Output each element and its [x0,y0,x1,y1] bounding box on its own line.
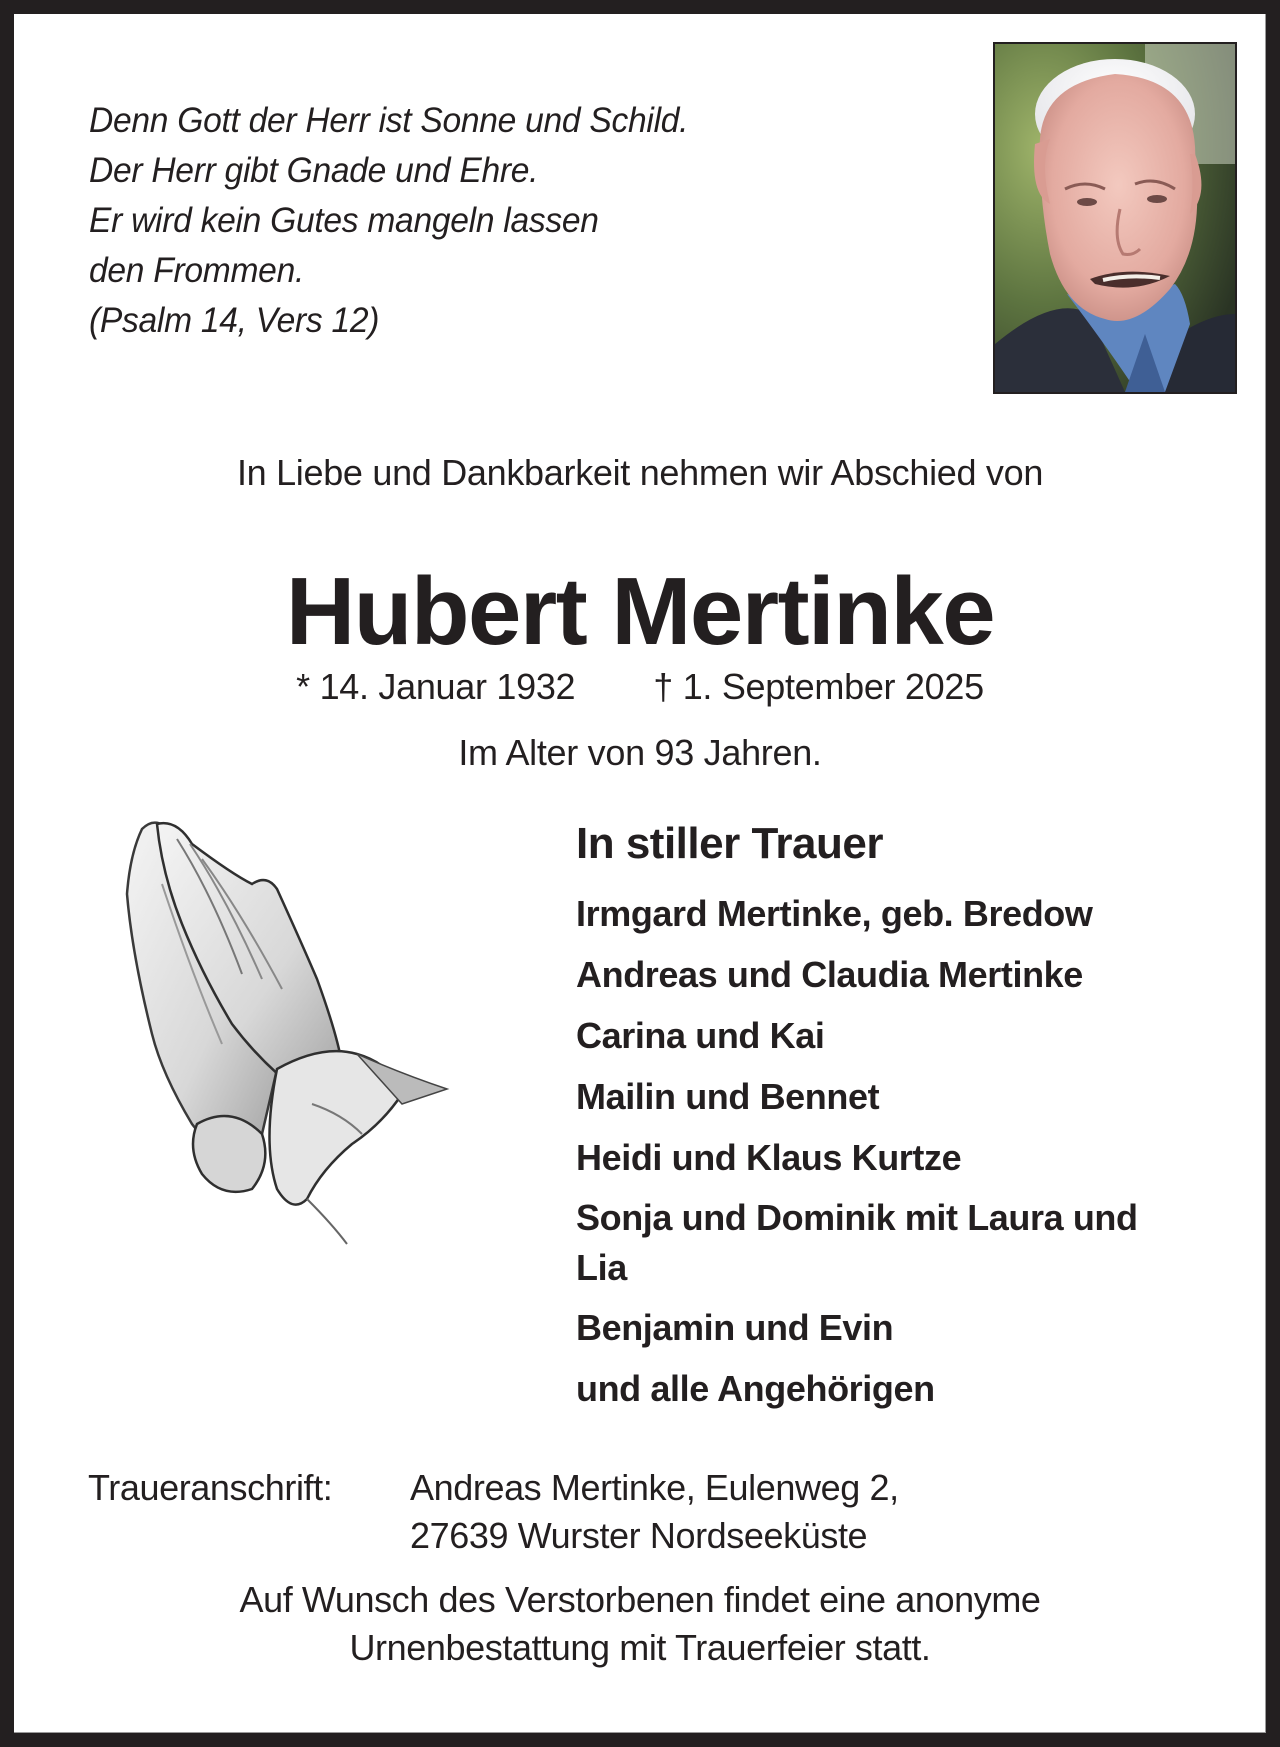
mourner-name: Carina und Kai [576,1015,825,1056]
farewell-line: In Liebe und Dankbarkeit nehmen wir Abschied von [236,452,1044,493]
age-line: Im Alter von 93 Jahren. [458,732,822,773]
portrait-image [995,44,1235,392]
psalm-line: den Frommen. [89,251,305,290]
mourner-name: Mailin und Bennet [576,1076,880,1117]
mourners-heading: In stiller Trauer [576,819,883,868]
mourner-name: Benjamin und Evin [576,1307,894,1348]
mourner-name: Irmgard Mertinke, geb. Bredow [576,893,1093,934]
mourning-address [88,1464,899,1560]
psalm-quote [89,96,688,346]
funeral-note-line-1: Auf Wunsch des Verstorbenen findet eine anonyme [239,1579,1041,1620]
deceased-name: Hubert Mertinke [285,558,995,665]
psalm-line: Denn Gott der Herr ist Sonne und Schild. [89,101,689,140]
funeral-note [14,1576,1266,1672]
funeral-note-line-2: Urnenbestattung mit Trauerfeier statt. [349,1627,931,1668]
praying-hands-icon [102,804,502,1254]
death-date: † 1. September 2025 [653,666,984,707]
psalm-reference: (Psalm 14, Vers 12) [89,301,380,340]
mourner-name: Heidi und Klaus Kurtze [576,1137,962,1178]
portrait-photo [993,42,1237,394]
mourners-list [576,814,1216,1424]
mourner-name: und alle Angehörigen [576,1368,935,1409]
mourner-name: Andreas und Claudia Mertinke [576,954,1083,995]
birth-date: * 14. Januar 1932 [296,666,576,707]
address-label: Traueranschrift: [88,1467,333,1508]
life-dates [14,666,1266,708]
mourner-name: Sonja und Dominik mit Laura und Lia [576,1197,1138,1288]
address-line-2: 27639 Wurster Nordseeküste [410,1515,868,1556]
psalm-line: Er wird kein Gutes mangeln lassen [89,201,599,240]
obituary-notice [14,14,1266,1733]
psalm-line: Der Herr gibt Gnade und Ehre. [89,151,539,190]
address-line-1: Andreas Mertinke, Eulenweg 2, [410,1467,899,1508]
